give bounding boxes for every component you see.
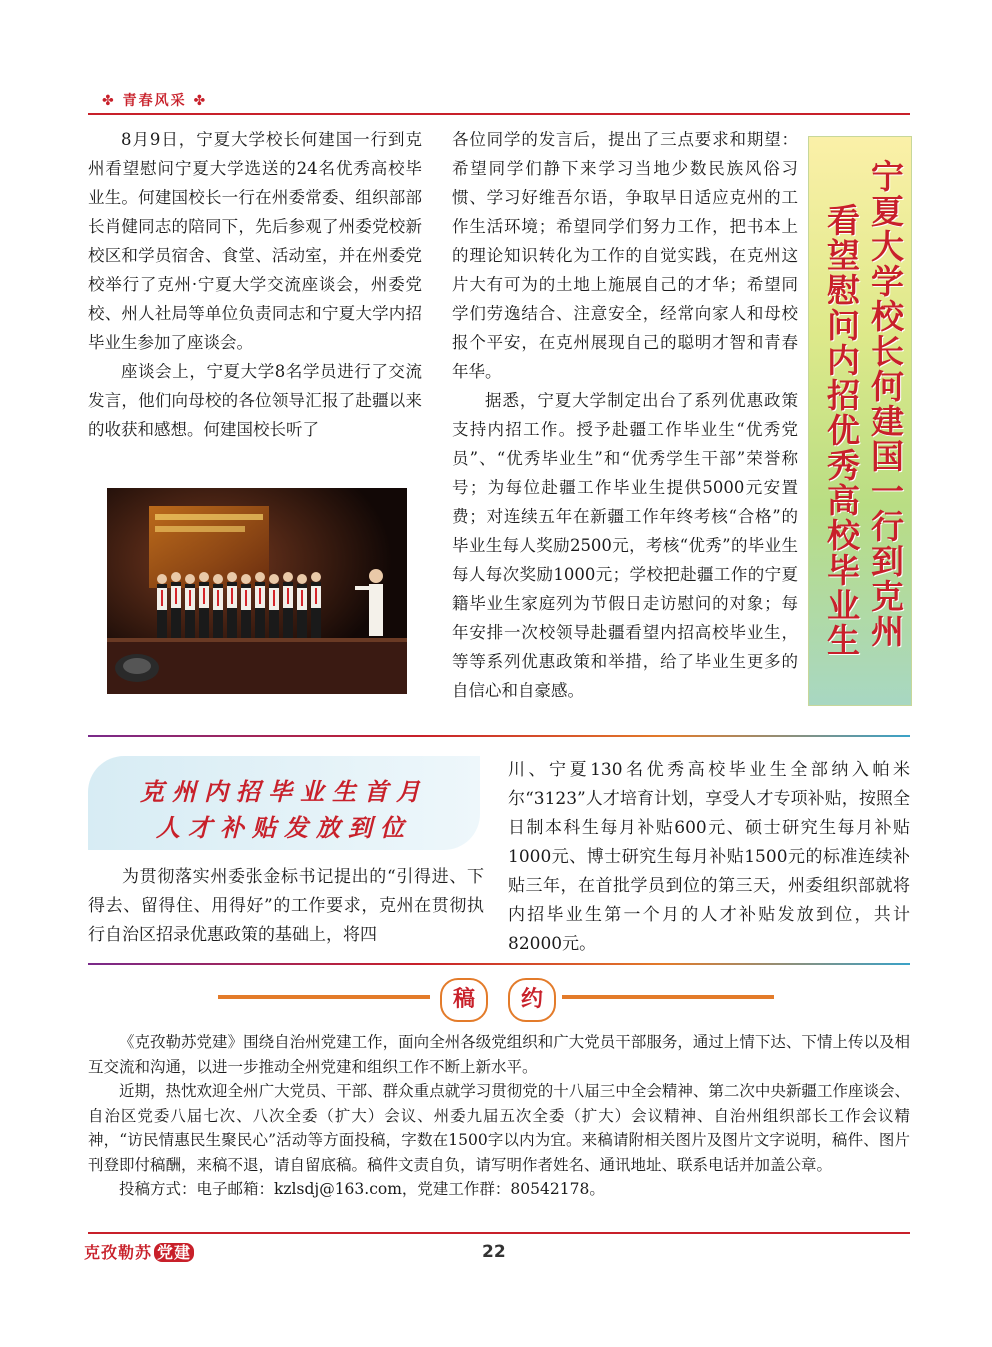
article2-title-line-1: 克州内招毕业生首月: [140, 778, 428, 806]
notice-divider: [88, 963, 910, 965]
notice-bar-right: [562, 995, 774, 999]
article2-right-column: [508, 756, 910, 959]
section-tag: ✤ 青春风采 ✤: [102, 93, 208, 109]
article1-right-paragraph-2: 据悉，宁夏大学制定出台了系列优惠政策支持内招工作。授予赴疆工作毕业生“优秀党员”、“优秀毕业生”和“优秀学生干部”荣誉称号；为每位赴疆工作毕业生提供5000元安置费；对连续五年在新疆工作年终考核“合格”的毕业生每人奖励2500元，考核“优秀”的毕业生每人每次奖励1000元；学校把赴疆工作的宁夏籍毕业生家庭列为节假日走访慰问的对象；每年安排一次校领导赴疆看望内招高校毕业生，等等系列优惠政策和举措，给了毕业生更多的自信心和自豪感。: [452, 391, 798, 700]
footer-brand: [84, 1240, 194, 1263]
article2-right-paragraph: 川、宁夏130名优秀高校毕业生全部纳入帕米尔“3123”人才培育计划，享受人才专项补贴，按照全日制本科生每月补贴600元、硕士研究生每月补贴1000元、博士研究生每月补贴1500元的标准连续补贴三年，在首批学员到位的第三天，州委组织部就将内招毕业生第一个月的人才补贴发放到位，共计82000元。: [508, 760, 910, 954]
footer-brand-name: 克孜勒苏: [84, 1243, 153, 1262]
article1-right-column: [452, 125, 798, 705]
notice-paragraph-1: 《克孜勒苏党建》围绕自治州党建工作，面向全州各级党组织和广大党员干部服务，通过上情下达、下情上传以及相互交流和沟通，以进一步推动全州党建和组织工作不断上新水平。: [88, 1033, 910, 1076]
notice-contact: 投稿方式：电子邮箱：kzlsdj@163.com，党建工作群：80542178。: [119, 1180, 605, 1198]
footer-brand-highlight: 党建: [154, 1243, 194, 1262]
chorus-photo: [107, 488, 407, 694]
notice-body: [88, 1030, 910, 1202]
article2-left-paragraph: 为贯彻落实州委张金标书记提出的“引得进、下得去、留得住、用得好”的工作要求，克州在贯彻执行自治区招录优惠政策的基础上，将四: [88, 867, 484, 945]
notice-badge-1: 稿: [440, 978, 488, 1022]
page-number: 22: [482, 1242, 506, 1262]
article1-right-paragraph-1: 各位同学的发言后，提出了三点要求和期望：希望同学们静下来学习当地少数民族风俗习惯、学习好维吾尔语，争取早日适应克州的工作生活环境；希望同学们努力工作，把书本上的理论知识转化为工作的自觉实践，在克州这片大有可为的土地上施展自己的才华；希望同学们劳逸结合、注意安全，经常向家人和母校报个平安，在克州展现自己的聪明才智和青春年华。: [452, 130, 798, 381]
notice-bar-left: [218, 995, 430, 999]
article2-title-line-2: 人才补贴发放到位: [156, 814, 412, 842]
article1-left-paragraph-1: 8月9日，宁夏大学校长何建国一行到克州看望慰问宁夏大学选送的24名优秀高校毕业生。何建国校长一行在州委常委、组织部部长肖健同志的陪同下，先后参观了州委党校新校区和学员宿舍、食堂、活动室，并在州委党校举行了克州·宁夏大学交流座谈会，州委党校、州人社局等单位负责同志和宁夏大学内招毕业生参加了座谈会。: [88, 130, 422, 352]
article2-title-box: [88, 756, 480, 850]
article1-title-line-2: 看望慰问内招优秀高校毕业生: [822, 203, 861, 658]
footer-rule: [88, 1232, 910, 1234]
chorus-photo-illustration: [107, 488, 407, 694]
section-divider: [88, 735, 910, 737]
article1-left-column: [88, 125, 422, 444]
article2-left-column: [88, 863, 484, 950]
article1-title-box: [808, 136, 912, 706]
notice-paragraph-2: 近期，热忱欢迎全州广大党员、干部、群众重点就学习贯彻党的十八届三中全会精神、第二次中央新疆工作座谈会、自治区党委八届七次、八次全委（扩大）会议、州委九届五次全委（扩大）会议精神、自治州组织部长工作会议精神，“访民情惠民生聚民心”活动等方面投稿，字数在1500字以内为宜。来稿请附相关图片及图片文字说明，稿件、图片刊登即付稿酬，来稿不退，请自留底稿。稿件文责自负，请写明作者姓名、通讯地址、联系电话并加盖公章。: [88, 1082, 910, 1174]
header-rule: [88, 113, 910, 115]
notice-badge-2: 约: [508, 978, 556, 1022]
article1-title-line-1: 宁夏大学校长何建国一行到克州: [866, 159, 905, 649]
article1-left-paragraph-2: 座谈会上，宁夏大学8名学员进行了交流发言，他们向母校的各位领导汇报了赴疆以来的收获和感想。何建国校长听了: [88, 362, 422, 439]
